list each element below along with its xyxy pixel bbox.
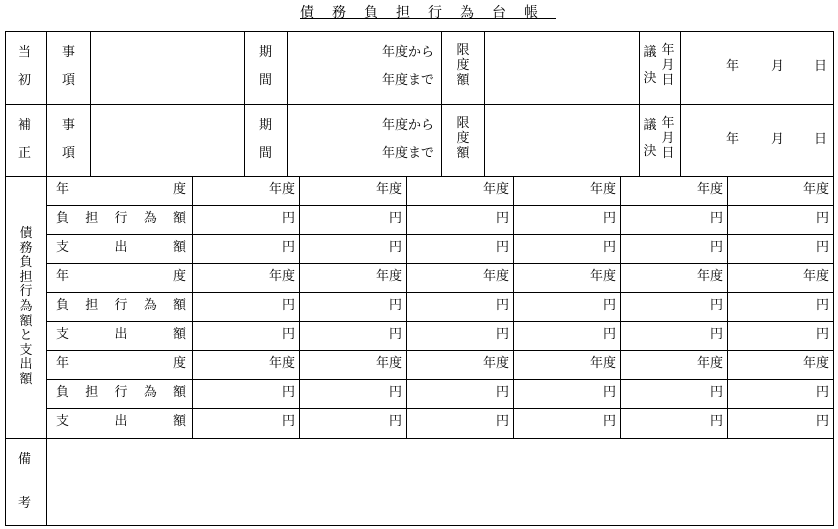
section-vertical-label-char: 額 bbox=[19, 372, 33, 387]
yen-cell: 円 bbox=[709, 327, 723, 342]
yen-cell: 円 bbox=[602, 211, 616, 226]
row-label-expenditure-char: 額 bbox=[172, 327, 186, 342]
limit-amount-label-char: 限 bbox=[456, 43, 470, 58]
yen-cell: 円 bbox=[815, 414, 829, 429]
section-vertical-label-char: 担 bbox=[19, 269, 33, 285]
header-column-divider bbox=[680, 31, 681, 177]
row-label-burden bbox=[56, 385, 186, 401]
row-label-burden-char: 行 bbox=[114, 298, 128, 313]
section-vertical-label-char: 行 bbox=[19, 284, 33, 300]
yen-cell: 円 bbox=[281, 211, 295, 226]
yen-cell: 円 bbox=[815, 298, 829, 313]
yen-cell: 円 bbox=[709, 414, 723, 429]
date-year: 年 bbox=[726, 132, 740, 147]
period-from: 年度から bbox=[381, 118, 434, 133]
revision-label-top: 補 bbox=[18, 118, 32, 133]
yen-cell: 円 bbox=[281, 327, 295, 342]
section-row-line bbox=[46, 263, 834, 264]
row-label-burden bbox=[56, 211, 186, 227]
yen-cell: 円 bbox=[815, 327, 829, 342]
resolution-label-char: 決 bbox=[643, 71, 657, 86]
yen-cell: 円 bbox=[709, 211, 723, 226]
date-month: 月 bbox=[771, 132, 785, 147]
yen-cell: 円 bbox=[602, 298, 616, 313]
year-cell: 年度 bbox=[375, 356, 402, 371]
table-top-border bbox=[5, 31, 834, 32]
row-label-burden-char: 担 bbox=[85, 298, 99, 313]
yen-cell: 円 bbox=[709, 385, 723, 400]
date-month: 月 bbox=[771, 59, 785, 74]
yen-cell: 円 bbox=[495, 414, 509, 429]
year-cell: 年度 bbox=[589, 269, 616, 284]
row-label-burden bbox=[56, 298, 186, 314]
period-to: 年度まで bbox=[381, 146, 434, 161]
header-column-divider bbox=[244, 31, 245, 177]
item-label-bottom: 項 bbox=[62, 146, 76, 161]
remarks-label-top: 備 bbox=[18, 452, 32, 467]
row-label-burden-char: 行 bbox=[114, 385, 128, 400]
table-bottom-border bbox=[5, 525, 834, 526]
row-separator bbox=[5, 176, 834, 177]
row-label-year-char: 度 bbox=[172, 356, 186, 371]
row-label-burden-char: 負 bbox=[56, 211, 70, 226]
item-label-bottom: 項 bbox=[62, 73, 76, 88]
period-label-bottom: 間 bbox=[259, 146, 273, 161]
year-cell: 年度 bbox=[268, 356, 295, 371]
yen-cell: 円 bbox=[388, 240, 402, 255]
section-row-line bbox=[46, 292, 834, 293]
yen-cell: 円 bbox=[388, 327, 402, 342]
row-label-year-char: 年 bbox=[56, 182, 70, 197]
row-label-expenditure-char: 支 bbox=[56, 240, 70, 255]
row-label-year-char: 年 bbox=[56, 269, 70, 284]
year-cell: 年度 bbox=[268, 269, 295, 284]
row-label-year-char: 度 bbox=[172, 182, 186, 197]
year-cell: 年度 bbox=[375, 182, 402, 197]
row-separator bbox=[5, 438, 834, 439]
header-column-divider bbox=[441, 31, 442, 177]
table-left-border bbox=[5, 31, 6, 526]
section-row-line bbox=[46, 379, 834, 380]
row-label-year-char: 年 bbox=[56, 356, 70, 371]
year-cell: 年度 bbox=[375, 269, 402, 284]
yen-cell: 円 bbox=[709, 240, 723, 255]
row-label-burden-char: 負 bbox=[56, 385, 70, 400]
item-label-top: 事 bbox=[62, 45, 76, 60]
row-label-burden-char: 額 bbox=[172, 298, 186, 313]
yen-cell: 円 bbox=[709, 298, 723, 313]
year-cell: 年度 bbox=[268, 182, 295, 197]
yen-cell: 円 bbox=[815, 240, 829, 255]
row-label-burden-char: 負 bbox=[56, 298, 70, 313]
section-vertical-label-char: 為 bbox=[19, 299, 33, 314]
yen-cell: 円 bbox=[388, 298, 402, 313]
row-label-burden-char: 額 bbox=[172, 385, 186, 400]
yen-cell: 円 bbox=[495, 385, 509, 400]
section-vertical-label-char: 務 bbox=[19, 240, 33, 256]
year-cell: 年度 bbox=[482, 269, 509, 284]
yen-cell: 円 bbox=[388, 211, 402, 226]
year-cell: 年度 bbox=[802, 356, 829, 371]
row-label-expenditure-char: 出 bbox=[114, 414, 128, 429]
section-vertical-label-char: と bbox=[19, 328, 33, 344]
row-label-burden-char: 為 bbox=[143, 211, 157, 226]
yen-cell: 円 bbox=[281, 414, 295, 429]
row-label-year bbox=[56, 182, 186, 198]
row-label-burden-char: 為 bbox=[143, 385, 157, 400]
section-row-line bbox=[46, 205, 834, 206]
year-cell: 年度 bbox=[696, 269, 723, 284]
yen-cell: 円 bbox=[602, 240, 616, 255]
date-day: 日 bbox=[814, 132, 828, 147]
row-label-burden-char: 行 bbox=[114, 211, 128, 226]
row-label-expenditure-char: 支 bbox=[56, 414, 70, 429]
item-label-top: 事 bbox=[62, 118, 76, 133]
year-cell: 年度 bbox=[482, 182, 509, 197]
row-label-expenditure-char: 支 bbox=[56, 327, 70, 342]
row-label-expenditure bbox=[56, 327, 186, 343]
date-ymd-label-char: 年 bbox=[661, 116, 675, 131]
year-cell: 年度 bbox=[589, 356, 616, 371]
date-ymd-label-char: 日 bbox=[661, 73, 675, 88]
date-ymd-label-char: 年 bbox=[661, 43, 675, 58]
initial-label-top: 当 bbox=[18, 45, 32, 60]
year-cell: 年度 bbox=[696, 182, 723, 197]
year-cell: 年度 bbox=[696, 356, 723, 371]
period-from: 年度から bbox=[381, 45, 434, 60]
row-label-burden-char: 担 bbox=[85, 211, 99, 226]
label-column-divider bbox=[46, 31, 47, 526]
remarks-label-bottom: 考 bbox=[18, 496, 32, 511]
limit-amount-label-char: 度 bbox=[456, 131, 470, 146]
initial-label-bottom: 初 bbox=[18, 73, 32, 88]
row-label-year-char: 度 bbox=[172, 269, 186, 284]
header-column-divider bbox=[90, 31, 91, 177]
section-vertical-label-char: 出 bbox=[19, 357, 33, 373]
section-vertical-label-char: 支 bbox=[19, 342, 33, 358]
header-column-divider bbox=[484, 31, 485, 177]
year-cell: 年度 bbox=[802, 269, 829, 284]
section-vertical-label-char: 負 bbox=[19, 255, 33, 271]
row-label-expenditure-char: 出 bbox=[114, 240, 128, 255]
period-label-top: 期 bbox=[259, 45, 273, 60]
limit-amount-label-char: 額 bbox=[456, 73, 470, 88]
row-label-year bbox=[56, 356, 186, 372]
row-separator bbox=[5, 104, 834, 105]
yen-cell: 円 bbox=[815, 385, 829, 400]
row-label-expenditure bbox=[56, 414, 186, 430]
row-label-expenditure-char: 額 bbox=[172, 414, 186, 429]
section-row-line bbox=[46, 234, 834, 235]
yen-cell: 円 bbox=[281, 298, 295, 313]
yen-cell: 円 bbox=[495, 211, 509, 226]
yen-cell: 円 bbox=[281, 385, 295, 400]
yen-cell: 円 bbox=[495, 327, 509, 342]
limit-amount-label-char: 限 bbox=[456, 116, 470, 131]
period-to: 年度まで bbox=[381, 73, 434, 88]
limit-amount-label-char: 額 bbox=[456, 146, 470, 161]
resolution-label-char: 議 bbox=[643, 45, 657, 60]
period-label-top: 期 bbox=[259, 118, 273, 133]
period-label-bottom: 間 bbox=[259, 73, 273, 88]
row-label-expenditure bbox=[56, 240, 186, 256]
yen-cell: 円 bbox=[495, 298, 509, 313]
yen-cell: 円 bbox=[602, 385, 616, 400]
year-cell: 年度 bbox=[482, 356, 509, 371]
header-column-divider bbox=[639, 31, 640, 177]
ledger-title: 債務負担行為台帳 bbox=[300, 5, 556, 21]
yen-cell: 円 bbox=[388, 414, 402, 429]
section-vertical-label-char: 額 bbox=[19, 313, 33, 329]
date-ymd-label-char: 日 bbox=[661, 146, 675, 161]
yen-cell: 円 bbox=[602, 414, 616, 429]
date-ymd-label-char: 月 bbox=[661, 131, 675, 146]
row-label-burden-char: 額 bbox=[172, 211, 186, 226]
section-row-line bbox=[46, 321, 834, 322]
section-row-line bbox=[46, 350, 834, 351]
row-label-year bbox=[56, 269, 186, 285]
year-cell: 年度 bbox=[802, 182, 829, 197]
revision-label-bottom: 正 bbox=[18, 146, 32, 161]
row-label-burden-char: 担 bbox=[85, 385, 99, 400]
row-label-expenditure-char: 額 bbox=[172, 240, 186, 255]
yen-cell: 円 bbox=[602, 327, 616, 342]
date-ymd-label-char: 月 bbox=[661, 58, 675, 73]
date-day: 日 bbox=[814, 59, 828, 74]
section-row-line bbox=[46, 408, 834, 409]
date-year: 年 bbox=[726, 59, 740, 74]
yen-cell: 円 bbox=[281, 240, 295, 255]
row-label-expenditure-char: 出 bbox=[114, 327, 128, 342]
year-cell: 年度 bbox=[589, 182, 616, 197]
yen-cell: 円 bbox=[495, 240, 509, 255]
row-label-burden-char: 為 bbox=[143, 298, 157, 313]
yen-cell: 円 bbox=[388, 385, 402, 400]
section-vertical-label-char: 債 bbox=[19, 226, 33, 241]
yen-cell: 円 bbox=[815, 211, 829, 226]
limit-amount-label-char: 度 bbox=[456, 58, 470, 73]
table-right-border bbox=[833, 31, 834, 526]
resolution-label-char: 決 bbox=[643, 144, 657, 159]
resolution-label-char: 議 bbox=[643, 118, 657, 133]
